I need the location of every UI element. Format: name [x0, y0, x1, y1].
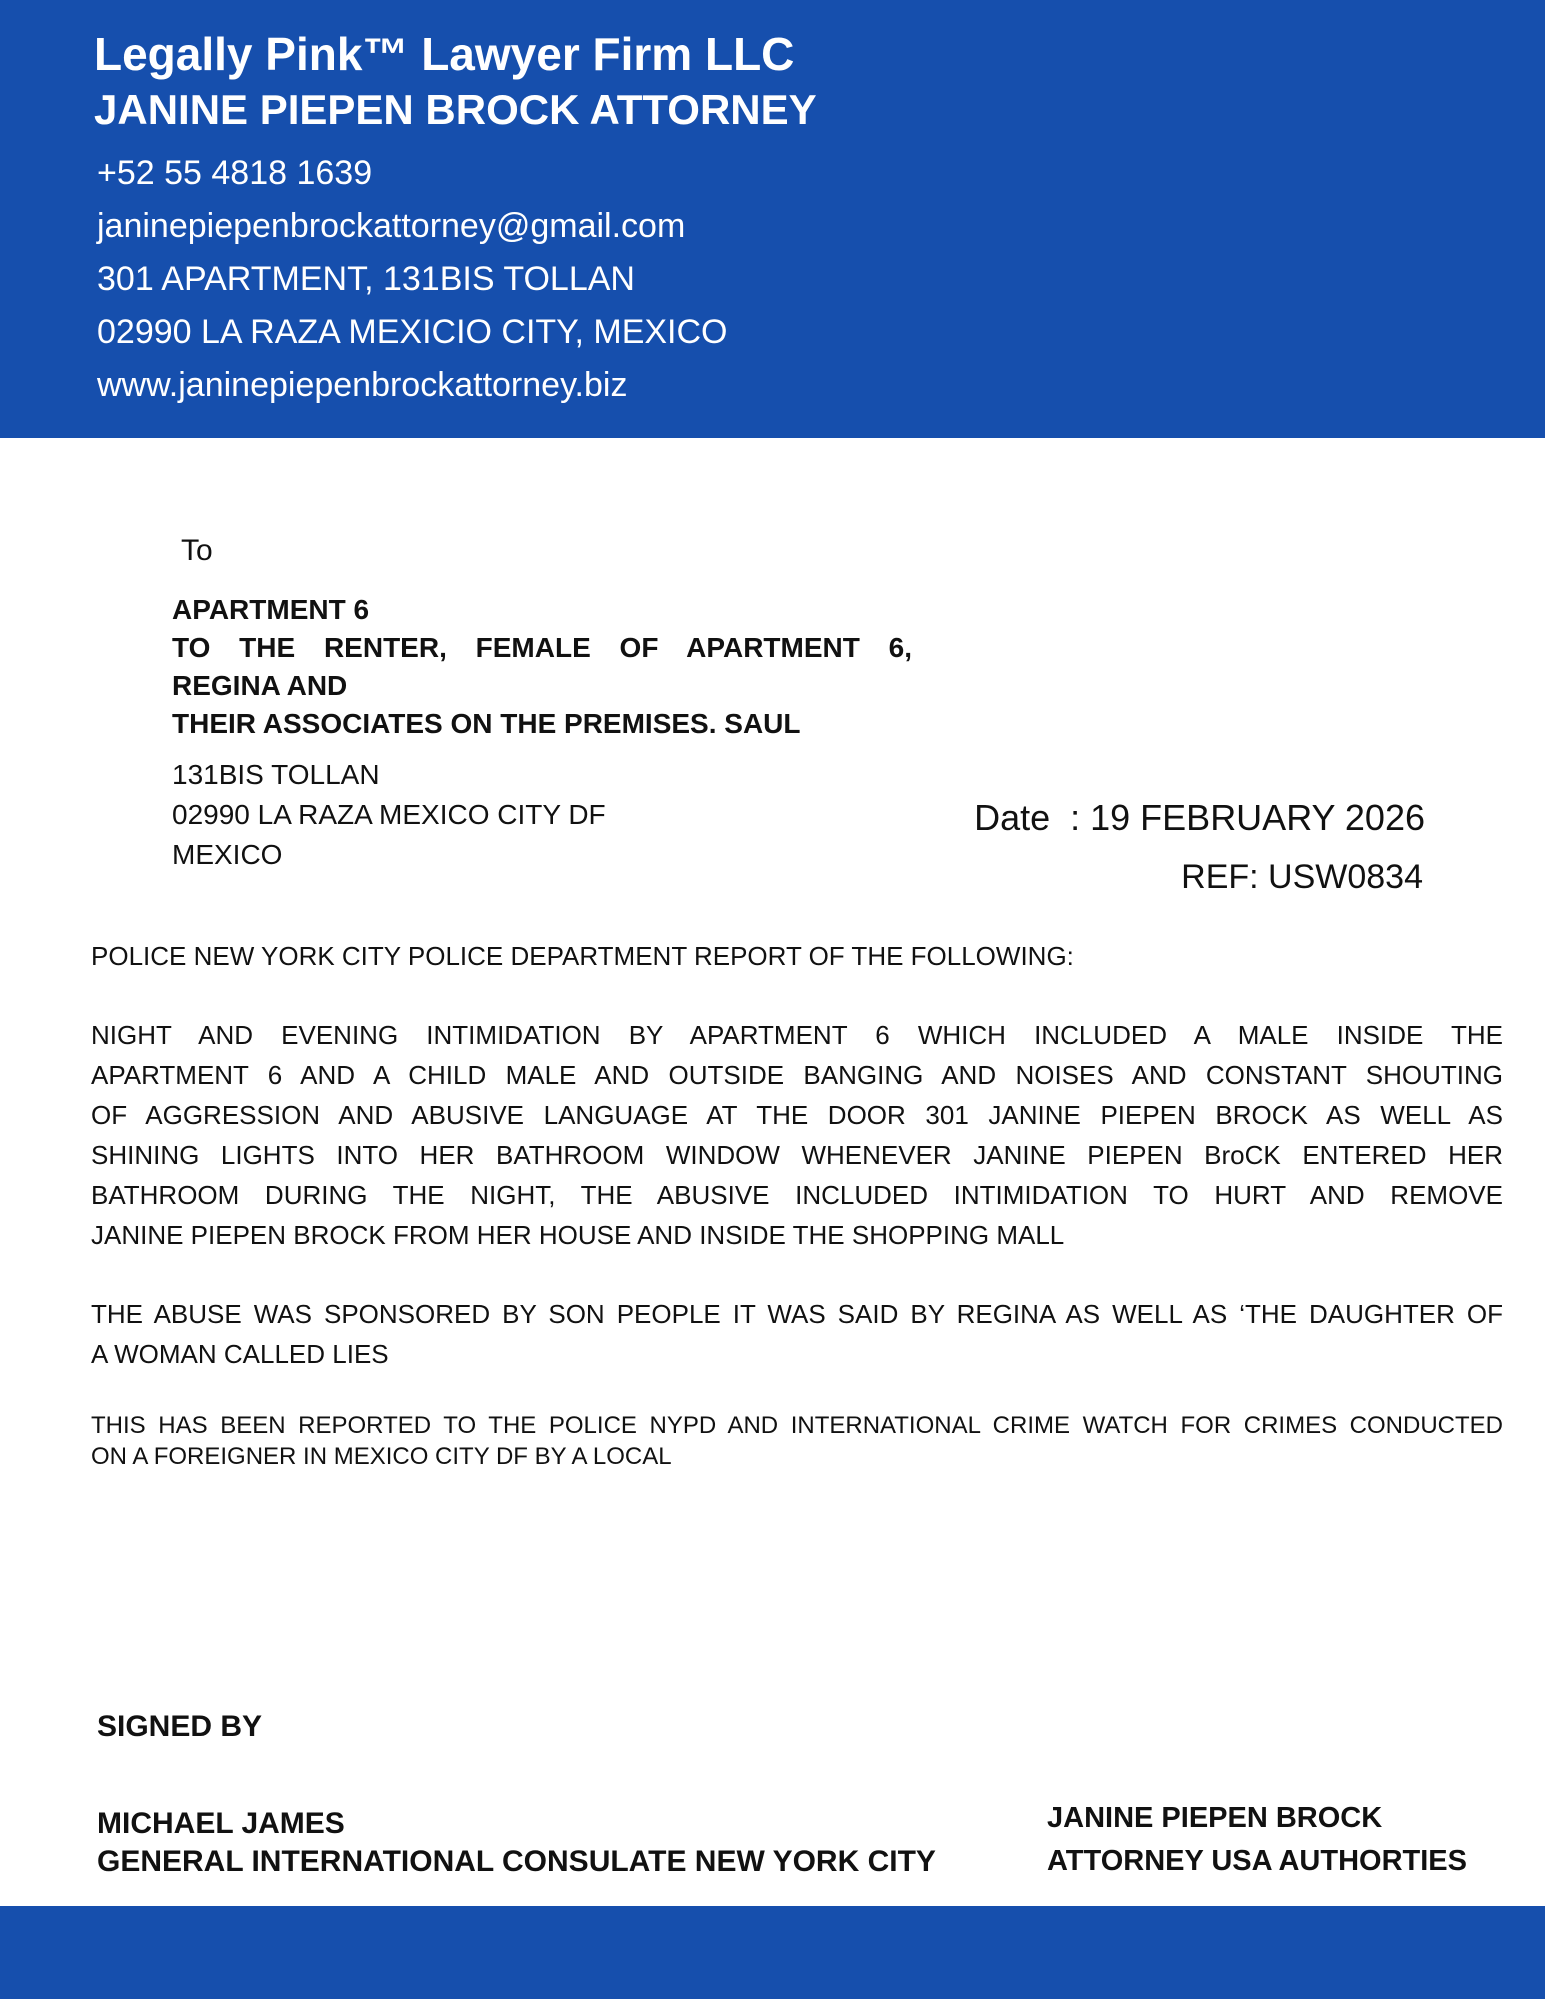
city-address: 02990 LA RAZA MEXICIO CITY, MEXICO — [97, 313, 728, 351]
website-url: www.janinepiepenbrockattorney.biz — [97, 366, 628, 404]
signed-by-label: SIGNED BY — [97, 1710, 263, 1743]
email-address: janinepiepenbrockattorney@gmail.com — [97, 207, 686, 245]
text-line: A WOMAN CALLED LIES — [91, 1339, 389, 1369]
date-line: Date : 19 FEBRUARY 2026 — [974, 797, 1425, 838]
recipient-name-block — [172, 591, 912, 743]
text-line: APARTMENT 6 — [172, 594, 370, 625]
signer-name-left: MICHAEL JAMES — [97, 1807, 345, 1840]
contact-block — [97, 147, 728, 412]
body-paragraph-2 — [91, 1294, 1503, 1374]
attorney-name: JANINE PIEPEN BROCK ATTORNEY — [94, 86, 817, 133]
text-line: APARTMENT 6 AND A CHILD MALE AND OUTSIDE BANGING AND NOISES AND CONSTANT SHOUTING — [91, 1060, 1503, 1090]
text-line: JANINE PIEPEN BROCK FROM HER HOUSE AND INSIDE THE SHOPPING MALL — [91, 1220, 1065, 1250]
phone-number: +52 55 4818 1639 — [97, 154, 373, 192]
text-line: ON A FOREIGNER IN MEXICO CITY DF BY A LOCAL — [91, 1443, 672, 1470]
text-line: OF AGGRESSION AND ABUSIVE LANGUAGE AT THE DOOR 301 JANINE PIEPEN BROCK AS WELL AS — [91, 1100, 1503, 1130]
footer-band — [0, 1906, 1545, 1999]
signer-name-right: JANINE PIEPEN BROCK — [1047, 1802, 1383, 1834]
body-paragraph-1 — [91, 1015, 1503, 1255]
report-intro-line: POLICE NEW YORK CITY POLICE DEPARTMENT REPORT OF THE FOLLOWING: — [91, 941, 1074, 971]
text-line: THIS HAS BEEN REPORTED TO THE POLICE NYPD AND INTERNATIONAL CRIME WATCH FOR CRIMES CONDUCTED — [91, 1412, 1503, 1439]
street-address: 301 APARTMENT, 131BIS TOLLAN — [97, 260, 635, 298]
signer-title-right: ATTORNEY USA AUTHORTIES — [1047, 1845, 1467, 1877]
text-line: 02990 LA RAZA MEXICO CITY DF — [172, 799, 606, 830]
text-line: SHINING LIGHTS INTO HER BATHROOM WINDOW WHENEVER JANINE PIEPEN BroCK ENTERED HER — [91, 1140, 1503, 1170]
body-paragraph-3 — [91, 1410, 1503, 1472]
text-line: 131BIS TOLLAN — [172, 759, 380, 790]
letterhead-band — [0, 0, 1545, 438]
text-line: BATHROOM DURING THE NIGHT, THE ABUSIVE INCLUDED INTIMIDATION TO HURT AND REMOVE — [91, 1180, 1503, 1210]
firm-name: Legally Pink™ Lawyer Firm LLC — [94, 28, 795, 80]
signature-right-block — [1047, 1797, 1467, 1883]
text-line: NIGHT AND EVENING INTIMIDATION BY APARTMENT 6 WHICH INCLUDED A MALE INSIDE THE — [91, 1020, 1503, 1050]
recipient-address-block — [172, 755, 606, 875]
text-line: TO THE RENTER, FEMALE OF APARTMENT 6, — [172, 632, 912, 663]
text-line: MEXICO — [172, 839, 283, 870]
text-line: THEIR ASSOCIATES ON THE PREMISES. SAUL — [172, 708, 801, 739]
text-line: THE ABUSE WAS SPONSORED BY SON PEOPLE IT WAS SAID BY REGINA AS WELL AS ‘THE DAUGHTER OF — [91, 1299, 1503, 1329]
signer-title-left: GENERAL INTERNATIONAL CONSULATE NEW YORK CITY — [97, 1845, 936, 1878]
text-line: REGINA AND — [172, 670, 348, 701]
to-label: To — [181, 534, 213, 567]
reference-number: REF: USW0834 — [1181, 858, 1423, 896]
signature-left-block — [97, 1805, 936, 1881]
